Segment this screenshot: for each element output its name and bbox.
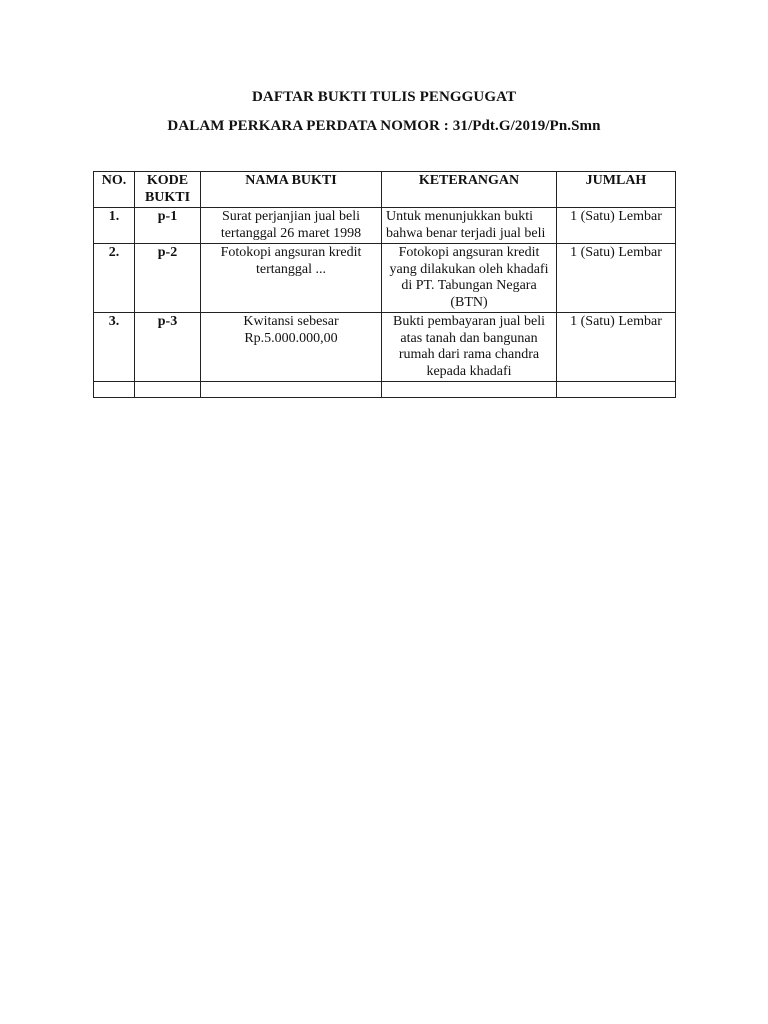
table-row [94,313,676,382]
cell-no: 1. [94,208,135,244]
cell-kode: p-1 [135,208,201,244]
cell-nama: Fotokopi angsuran kredit tertanggal ... [201,244,382,313]
cell-no: 3. [94,313,135,382]
header-kode-bukti: KODE BUKTI [135,172,201,208]
cell-keterangan: Untuk menunjukkan bukti bahwa benar terjadi jual beli [382,208,557,244]
cell-keterangan: Fotokopi angsuran kredit yang dilakukan oleh khadafi di PT. Tabungan Negara (BTN) [382,244,557,313]
cell-jumlah: 1 (Satu) Lembar [557,244,676,313]
header-jumlah: JUMLAH [557,172,676,208]
table-row-empty [94,382,676,398]
cell-empty [557,382,676,398]
table-row [94,244,676,313]
cell-nama: Surat perjanjian jual beli tertanggal 26 maret 1998 [201,208,382,244]
cell-jumlah: 1 (Satu) Lembar [557,208,676,244]
cell-kode: p-2 [135,244,201,313]
cell-nama: Kwitansi sebesar Rp.5.000.000,00 [201,313,382,382]
header-no: NO. [94,172,135,208]
cell-empty [382,382,557,398]
header-keterangan: KETERANGAN [382,172,557,208]
table-row [94,208,676,244]
cell-keterangan: Bukti pembayaran jual beli atas tanah dan bangunan rumah dari rama chandra kepada khadafi [382,313,557,382]
cell-kode: p-3 [135,313,201,382]
cell-empty [94,382,135,398]
cell-empty [135,382,201,398]
cell-jumlah: 1 (Satu) Lembar [557,313,676,382]
cell-no: 2. [94,244,135,313]
cell-empty [201,382,382,398]
evidence-table [93,171,676,398]
document-title: DAFTAR BUKTI TULIS PENGGUGAT [251,89,517,105]
table-header-row [94,172,676,208]
document-subtitle: DALAM PERKARA PERDATA NOMOR : 31/Pdt.G/2019/Pn.Smn [167,118,601,134]
header-nama-bukti: NAMA BUKTI [201,172,382,208]
